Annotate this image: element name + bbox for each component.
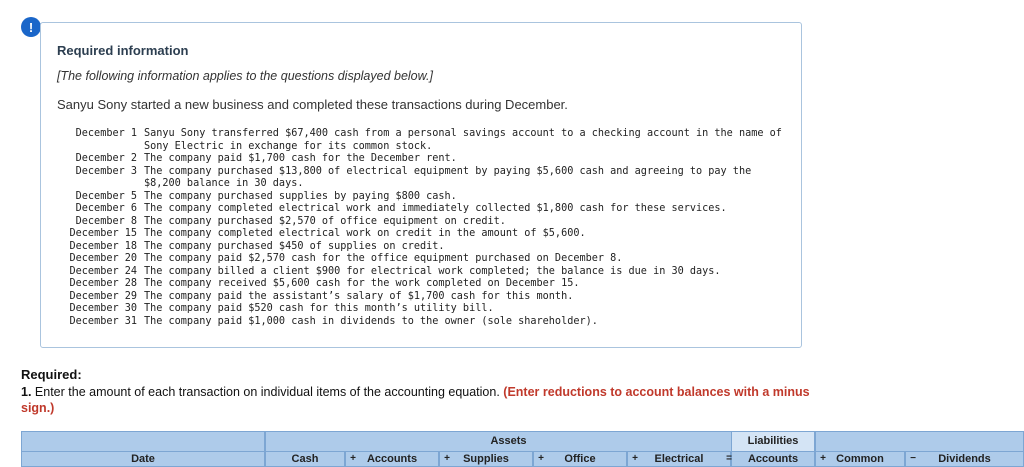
info-intro: Sanyu Sony started a new business and completed these transactions during December. bbox=[57, 97, 568, 112]
operator-plus: + bbox=[632, 453, 638, 464]
table-header-blank-right bbox=[815, 431, 1024, 452]
instruction-number: 1. bbox=[21, 385, 32, 399]
column-header-electrical-equipment: Electrical bbox=[627, 451, 731, 467]
transaction-text: The company purchased $450 of supplies on credit. bbox=[144, 240, 445, 252]
transaction-text: The company purchased supplies by paying $800 cash. bbox=[144, 190, 457, 202]
transaction-row bbox=[57, 303, 784, 316]
accounting-equation-table bbox=[21, 431, 1024, 467]
transaction-row bbox=[57, 128, 784, 153]
transaction-row bbox=[57, 291, 784, 304]
operator-plus: + bbox=[820, 453, 826, 464]
operator-equals: = bbox=[726, 453, 732, 464]
transaction-date: December 5 bbox=[75, 190, 137, 202]
column-header-date: Date bbox=[21, 451, 265, 467]
required-information-panel bbox=[40, 22, 802, 348]
transaction-date: December 2 bbox=[75, 153, 137, 164]
required-instruction bbox=[21, 384, 821, 416]
transaction-date: December 8 bbox=[75, 215, 137, 227]
transaction-row bbox=[57, 153, 784, 166]
transaction-text: The company paid $2,570 cash for the office equipment purchased on December 8. bbox=[144, 253, 623, 264]
required-heading: Required: bbox=[21, 367, 82, 382]
column-header-cash: Cash bbox=[265, 451, 345, 467]
transaction-text: The company paid $1,700 cash for the December rent. bbox=[144, 153, 457, 164]
column-header-office-equipment: Office bbox=[533, 451, 627, 467]
assets-group-header: Assets bbox=[265, 431, 752, 452]
column-header-accounts-payable: Accounts bbox=[731, 451, 815, 467]
transaction-text: The company completed electrical work and immediately collected $1,800 cash for these services. bbox=[144, 203, 727, 214]
transaction-date: December 1 bbox=[75, 128, 137, 139]
transaction-text: The company completed electrical work on credit in the amount of $5,600. bbox=[144, 228, 586, 239]
info-title: Required information bbox=[57, 43, 189, 58]
transaction-text: The company paid $1,000 cash in dividends to the owner (sole shareholder). bbox=[144, 315, 598, 327]
column-header-supplies: Supplies bbox=[439, 451, 533, 467]
required-section bbox=[21, 367, 821, 416]
alert-icon: ! bbox=[21, 17, 41, 37]
column-header-accounts-receivable: Accounts bbox=[345, 451, 439, 467]
transaction-date: December 3 bbox=[75, 165, 137, 177]
instruction-text: Enter the amount of each transaction on individual items of the accounting equation. bbox=[34, 385, 500, 399]
transaction-date: December 28 bbox=[69, 278, 137, 289]
transaction-row bbox=[57, 228, 784, 241]
transaction-row bbox=[57, 216, 784, 229]
transaction-date: December 30 bbox=[69, 303, 137, 314]
operator-plus: + bbox=[444, 453, 450, 464]
transaction-row bbox=[57, 266, 784, 279]
transaction-text: The company purchased $2,570 of office equipment on credit. bbox=[144, 215, 506, 227]
transaction-row bbox=[57, 241, 784, 254]
operator-minus: − bbox=[910, 453, 916, 464]
column-header-dividends: Dividends bbox=[905, 451, 1024, 467]
transaction-row bbox=[57, 166, 784, 191]
transaction-row bbox=[57, 203, 784, 216]
transaction-date: December 18 bbox=[69, 240, 137, 252]
transaction-date: December 31 bbox=[69, 315, 137, 327]
transaction-date: December 6 bbox=[75, 203, 137, 214]
transaction-text: The company received $5,600 cash for the work completed on December 15. bbox=[144, 278, 580, 289]
transaction-date: December 20 bbox=[69, 253, 137, 264]
transaction-row bbox=[57, 253, 784, 266]
transaction-list bbox=[57, 128, 784, 328]
transaction-row bbox=[57, 316, 784, 329]
transaction-date: December 29 bbox=[69, 290, 137, 302]
operator-plus: + bbox=[538, 453, 544, 464]
transaction-row bbox=[57, 278, 784, 291]
liabilities-group-header: Liabilities bbox=[731, 431, 815, 452]
transaction-text: The company billed a client $900 for electrical work completed; the balance is due in 30 days. bbox=[144, 265, 721, 277]
transaction-text: The company paid $520 cash for this month’s utility bill. bbox=[144, 303, 494, 314]
instruction-note: (Enter reductions to account balances with a minus sign.) bbox=[21, 385, 810, 415]
info-italic-note: [The following information applies to the questions displayed below.] bbox=[57, 69, 433, 83]
operator-plus: + bbox=[350, 453, 356, 464]
transaction-row bbox=[57, 191, 784, 204]
transaction-text: The company purchased $13,800 of electrical equipment by paying $5,600 cash and agreeing to pay the $8,200 balance in 30 days. bbox=[144, 165, 752, 189]
transaction-date: December 15 bbox=[69, 228, 137, 239]
transaction-text: Sanyu Sony transferred $67,400 cash from a personal savings account to a checking account in the name of Sony Electric in exchange for its common stock. bbox=[144, 128, 782, 152]
transaction-text: The company paid the assistant’s salary of $1,700 cash for this month. bbox=[144, 290, 574, 302]
column-header-common-stock: Common bbox=[815, 451, 905, 467]
transaction-date: December 24 bbox=[69, 265, 137, 277]
